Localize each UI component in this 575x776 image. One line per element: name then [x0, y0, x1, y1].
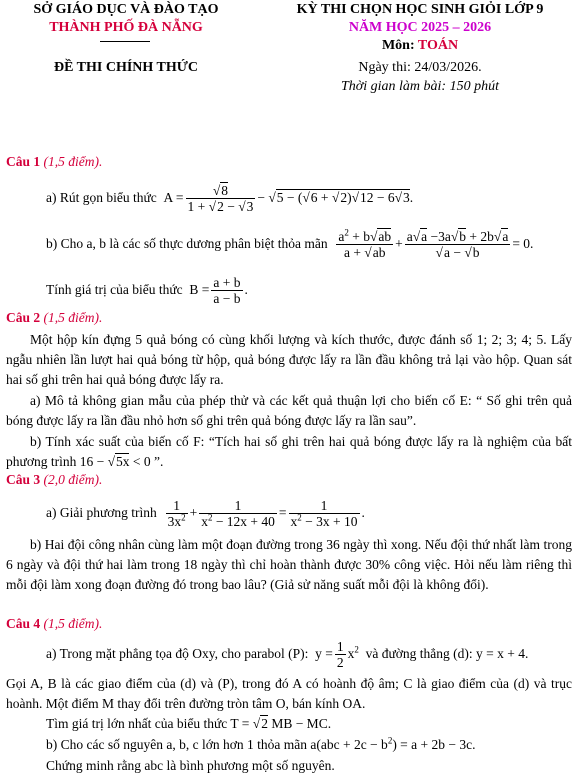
q1b-line: b) Cho a, b là các số thực dương phân biệt thỏa mãn $\frac{a^2 + b√ab}{a + √ab}$ + $\frac{a√a -3a√b + 2b√a}{√a - √b}$ = 0.	[46, 227, 534, 260]
q1a-text: a) Rút gọn biểu thức	[46, 190, 157, 205]
dept-name: SỞ GIÁO DỤC VÀ ĐÀO TẠO	[33, 2, 219, 17]
exam-duration: Thời gian làm bài: 150 phút	[341, 79, 499, 94]
q1b2-text: Tính giá trị của biểu thức	[46, 282, 183, 297]
q4b2-text: Chứng minh rằng abc là bình phương một số nguyên.	[46, 758, 335, 773]
subject-name: TOÁN	[417, 38, 459, 53]
q4a2-text: Gọi A, B là các giao điểm của (d) và (P), trong đó A có hoành độ âm; C là giao điểm của (d) và trục hoành. Một điểm M thay đổi trên đường tròn tâm O, bán kính OA.	[6, 676, 572, 711]
q1-heading: Câu 1 (1,5 điểm).	[6, 154, 103, 169]
q2b-text: b) Tính xác suất của biến cố F: “Tích hai số ghi trên hai quả bóng được lấy ra là nghiệm của bất phương trình 16 − √5x < 0 ”.	[6, 434, 572, 469]
q2a-text: a) Mô tả không gian mẫu của phép thử và các kết quả thuận lợi cho biến cố E: “ Số ghi trên quả bóng được lấy ra lần đầu nhỏ hơn số ghi trên quả bóng được lấy ra lần sau”.	[6, 393, 572, 428]
q2-intro: Một hộp kín đựng 5 quả bóng có cùng khối lượng và kích thước, được đánh số 1; 2; 3; 4; 5. Lấy ngẫu nhiên lần lượt hai quả bóng từ hộp, quả bóng được lấy ra lần đầu không trả lại vào hộp. Quan sát hai số ghi trên hai quả bóng được lấy ra.	[6, 332, 572, 387]
city-name: THÀNH PHỐ ĐÀ NẴNG	[49, 20, 203, 35]
q4a-line: a) Trong mặt phẳng tọa độ Oxy, cho parabol (P): y = $\frac{1}{2}$ $x^2$ và đường thẳng (d): y = x + 4.	[46, 638, 529, 670]
q4a-text: a) Trong mặt phẳng tọa độ Oxy, cho parabol (P):	[46, 646, 309, 661]
q3-heading: Câu 3 (2,0 điểm).	[6, 472, 103, 487]
q3a-line: a) Giải phương trình $\frac{1}{3x^2}$ + $\frac{1}{x^2 - 12x + 40}$ = $\frac{1}{x^2 - 3x + 10}$ .	[46, 497, 365, 529]
q3b-text: b) Hai đội công nhân cùng làm một đoạn đường trong 36 ngày thì xong. Nếu đội thứ nhất làm trong 6 ngày và đội thứ hai làm trong 18 ngày thì chỉ hoàn thành được 30% công việc. Hỏi nếu làm riêng thì mỗi đội làm xong đoạn đường đó trong bao lâu? (Giả sử năng suất mỗi đội là không đổi).	[6, 537, 572, 592]
q1a-fraction: $\frac{√8}{1 + √2 - √3}$	[187, 182, 254, 214]
exam-date: Ngày thi: 24/03/2026.	[358, 60, 482, 75]
school-year: NĂM HỌC 2025 – 2026	[348, 20, 492, 35]
q3a-text: a) Giải phương trình	[46, 505, 157, 520]
subject-line	[270, 38, 570, 54]
q4a-mid: và đường thẳng (d): y = x + 4.	[365, 646, 529, 661]
exam-title: KỲ THI CHỌN HỌC SINH GIỎI LỚP 9	[296, 2, 544, 17]
q1a-line: a) Rút gọn biểu thức A = $\frac{√8}{1 + √2 - √3}$ − √5 − (√6 + √2)√12 − 6√3.	[46, 182, 414, 214]
q1b-text: b) Cho a, b là các số thực dương phân biệt thỏa mãn	[46, 236, 328, 251]
subject-label: Môn:	[381, 38, 418, 53]
q4b-line: b) Cho các số nguyên a, b, c lớn hơn 1 thỏa mãn $a(abc + 2c - b^2) = a + 2b - 3c$.	[46, 735, 476, 752]
q2-heading: Câu 2 (1,5 điểm).	[6, 310, 103, 325]
header-divider	[100, 41, 150, 42]
q4a3-line: Tìm giá trị lớn nhất của biểu thức T = √2 MB − MC.	[46, 716, 332, 731]
q1b2-line: Tính giá trị của biểu thức B = $\frac{a + b}{a - b}$ .	[46, 274, 248, 306]
q4-heading: Câu 4 (1,5 điểm).	[6, 616, 103, 631]
official-label: ĐỀ THI CHÍNH THỨC	[53, 60, 199, 75]
